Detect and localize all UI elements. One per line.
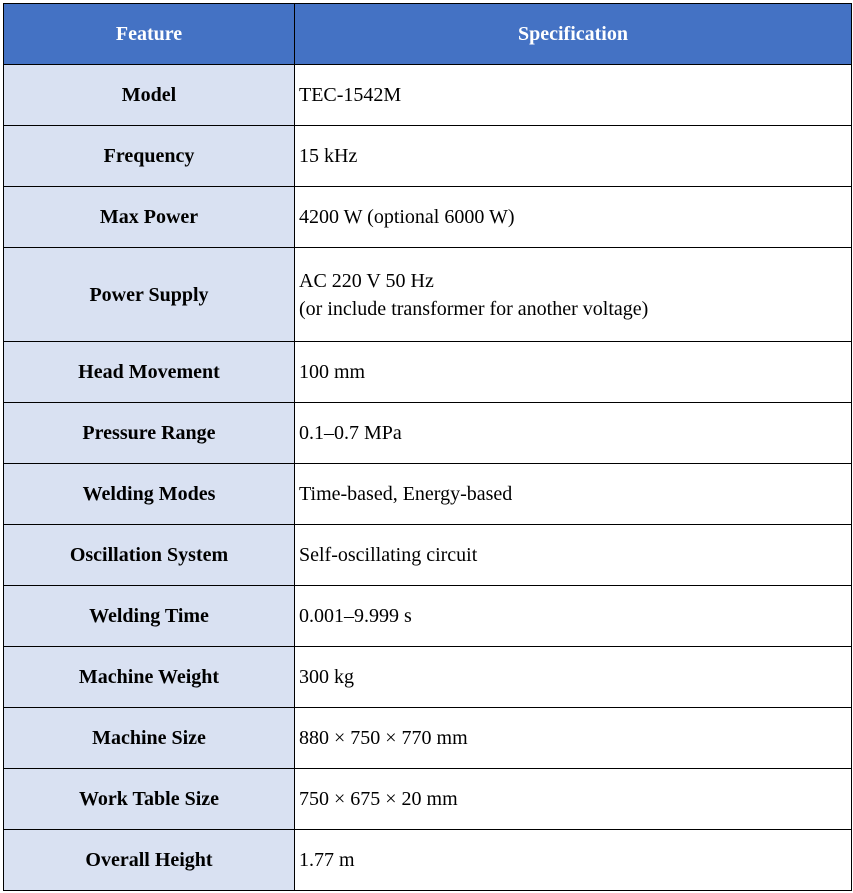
specification-line: 1.77 m <box>299 849 355 871</box>
specification-cell <box>295 525 852 586</box>
specification-line: 15 kHz <box>299 145 358 167</box>
table-row <box>4 403 852 464</box>
feature-cell: Work Table Size <box>4 769 295 830</box>
feature-cell: Head Movement <box>4 342 295 403</box>
specification-line: 4200 W (optional 6000 W) <box>299 206 515 228</box>
table-row <box>4 126 852 187</box>
table-row <box>4 65 852 126</box>
table-row <box>4 342 852 403</box>
specification-cell <box>295 586 852 647</box>
specification-cell <box>295 126 852 187</box>
table-row <box>4 769 852 830</box>
feature-cell: Oscillation System <box>4 525 295 586</box>
specification-line: 880 × 750 × 770 mm <box>299 727 468 749</box>
feature-cell: Machine Size <box>4 708 295 769</box>
feature-cell: Frequency <box>4 126 295 187</box>
table-row <box>4 248 852 342</box>
specification-line: AC 220 V 50 Hz <box>299 269 434 292</box>
feature-cell: Max Power <box>4 187 295 248</box>
specification-line: (or include transformer for another voltage) <box>299 297 649 320</box>
feature-cell: Welding Modes <box>4 464 295 525</box>
specification-cell <box>295 708 852 769</box>
specification-line: 750 × 675 × 20 mm <box>299 788 458 810</box>
table-row <box>4 708 852 769</box>
table-row <box>4 647 852 708</box>
specification-line: 0.1–0.7 MPa <box>299 422 402 444</box>
specification-cell <box>295 647 852 708</box>
table-row <box>4 187 852 248</box>
specification-cell <box>295 403 852 464</box>
table-row <box>4 586 852 647</box>
specification-cell <box>295 830 852 891</box>
specification-cell <box>295 65 852 126</box>
table-row <box>4 830 852 891</box>
table-row <box>4 464 852 525</box>
feature-cell: Machine Weight <box>4 647 295 708</box>
header-row <box>4 4 852 65</box>
table-row <box>4 525 852 586</box>
table-header <box>4 4 852 65</box>
specification-line: Self-oscillating circuit <box>299 544 478 566</box>
specification-line: Time-based, Energy-based <box>299 483 513 505</box>
feature-cell: Overall Height <box>4 830 295 891</box>
specification-line: TEC-1542M <box>299 84 402 106</box>
header-feature: Feature <box>4 4 295 65</box>
specification-cell <box>295 342 852 403</box>
feature-cell: Model <box>4 65 295 126</box>
specification-cell <box>295 769 852 830</box>
feature-cell: Welding Time <box>4 586 295 647</box>
specification-line: 100 mm <box>299 361 366 383</box>
specification-line: 0.001–9.999 s <box>299 605 412 627</box>
specification-cell <box>295 464 852 525</box>
feature-cell: Pressure Range <box>4 403 295 464</box>
specification-cell <box>295 248 852 342</box>
header-specification: Specification <box>295 4 852 65</box>
spec-table <box>3 3 852 891</box>
specification-cell <box>295 187 852 248</box>
feature-cell: Power Supply <box>4 248 295 342</box>
table-body <box>4 65 852 891</box>
specification-line: 300 kg <box>299 666 354 688</box>
